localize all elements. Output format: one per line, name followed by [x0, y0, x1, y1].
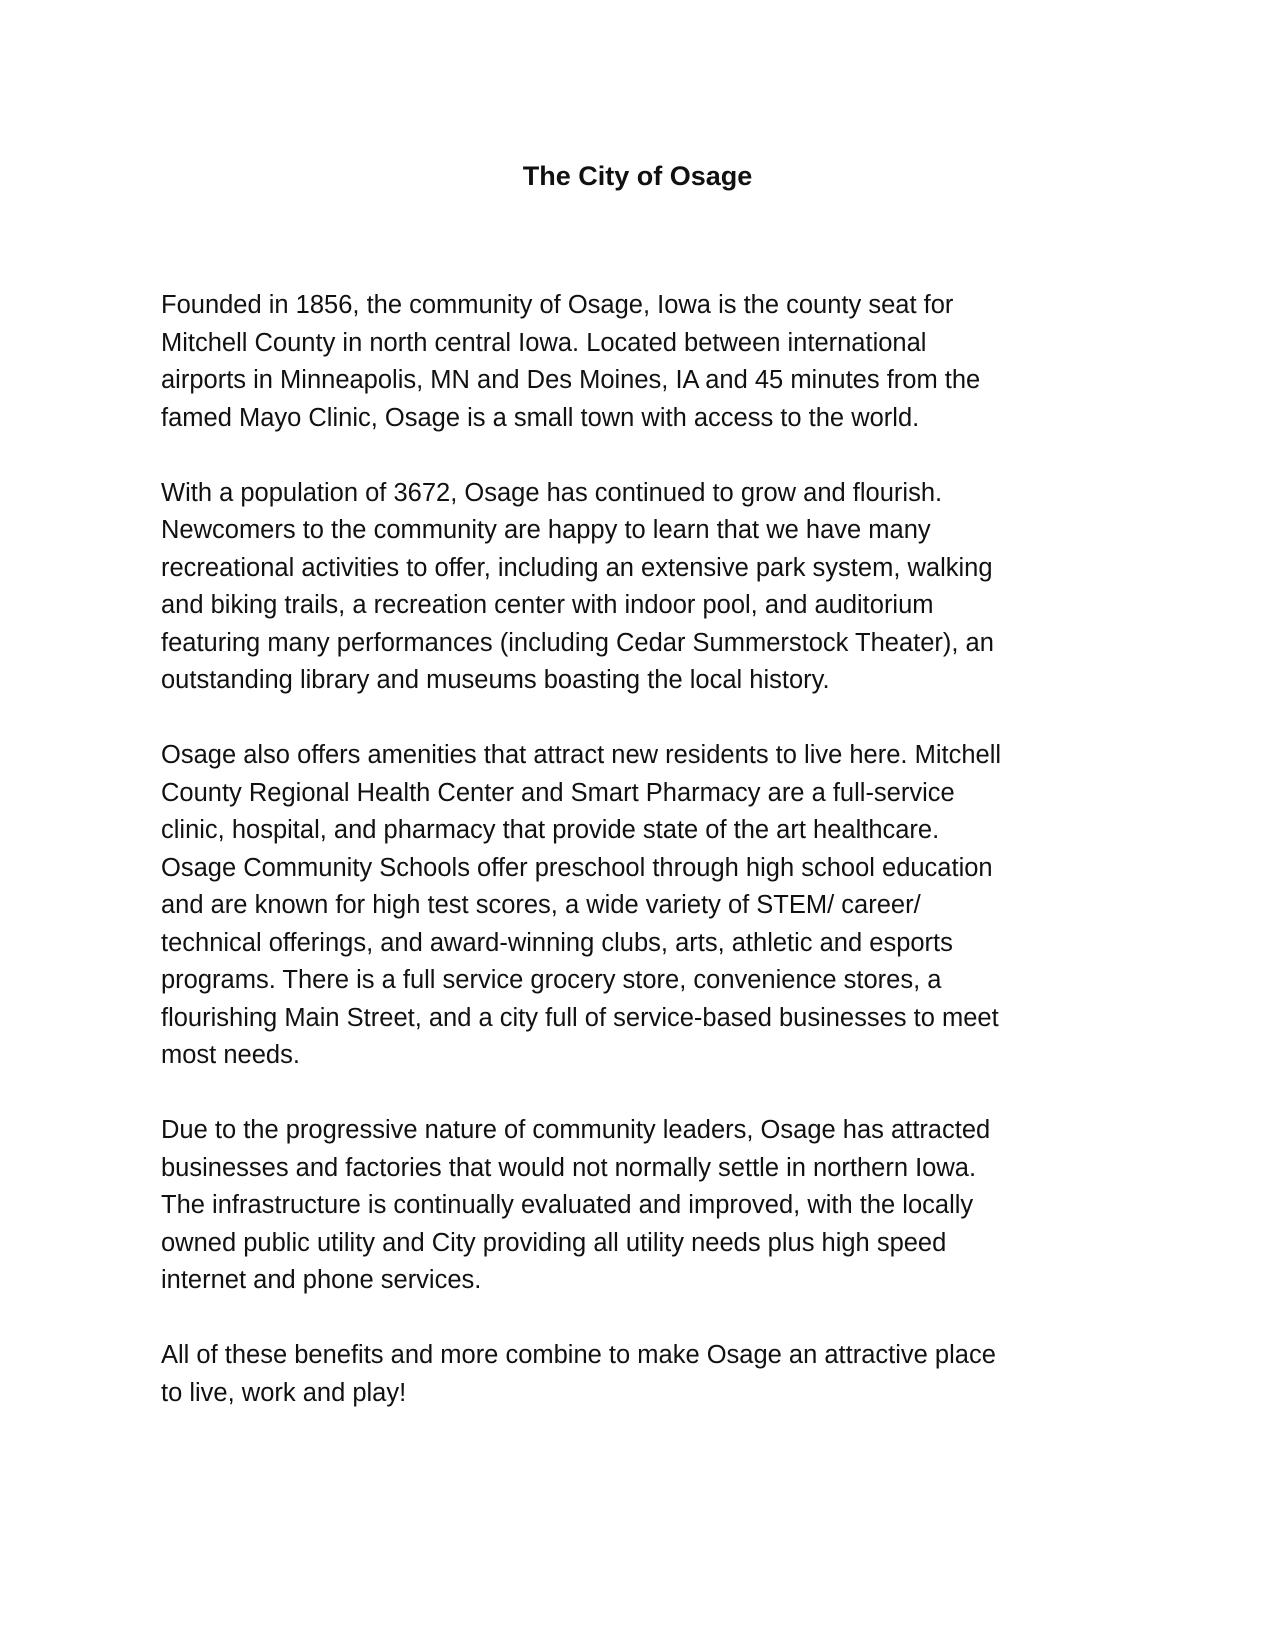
text-line: technical offerings, and award-winning clubs, arts, athletic and esports [161, 928, 953, 957]
text-line: programs. There is a full service grocery store, convenience stores, a [161, 966, 942, 994]
document-title: The City of Osage [522, 161, 753, 191]
paragraph-founding [161, 287, 1121, 437]
text-line: Osage Community Schools offer preschool through high school education [161, 853, 993, 882]
text-line: airports in Minneapolis, MN and Des Moines, IA and 45 minutes from the [161, 366, 981, 394]
text-line: Osage also offers amenities that attract new residents to live here. Mitchell [161, 741, 1002, 769]
text-line: and biking trails, a recreation center with indoor pool, and auditorium [161, 591, 934, 619]
text-line: businesses and factories that would not normally settle in northern Iowa. [161, 1153, 977, 1182]
text-line: recreational activities to offer, including an extensive park system, walking [161, 553, 993, 582]
text-line: owned public utility and City providing all utility needs plus high speed [161, 1228, 947, 1257]
text-line: most needs. [161, 1041, 300, 1069]
text-line: clinic, hospital, and pharmacy that provide state of the art healthcare. [161, 816, 940, 844]
text-line: Newcomers to the community are happy to learn that we have many [161, 516, 931, 544]
text-line: Due to the progressive nature of community leaders, Osage has attracted [161, 1116, 991, 1144]
text-line: Mitchell County in north central Iowa. Located between international [161, 328, 927, 357]
text-line: Founded in 1856, the community of Osage, Iowa is the county seat for [161, 291, 954, 319]
text-line: County Regional Health Center and Smart Pharmacy are a full-service [161, 778, 955, 807]
paragraph-population [161, 475, 1121, 700]
document-body [161, 287, 1121, 1450]
text-line: famed Mayo Clinic, Osage is a small town with access to the world. [161, 403, 920, 432]
text-line: internet and phone services. [161, 1266, 482, 1294]
text-line: With a population of 3672, Osage has continued to grow and flourish. [161, 478, 943, 507]
text-line: flourishing Main Street, and a city full of service-based businesses to meet [161, 1003, 999, 1032]
text-line: to live, work and play! [161, 1378, 407, 1407]
text-line: outstanding library and museums boasting the local history. [161, 666, 830, 694]
paragraph-conclusion [161, 1337, 1121, 1412]
text-line: featuring many performances (including Cedar Summerstock Theater), an [161, 628, 994, 657]
paragraph-amenities [161, 737, 1121, 1075]
text-line: and are known for high test scores, a wide variety of STEM/ career/ [161, 891, 921, 919]
text-line: All of these benefits and more combine to make Osage an attractive place [161, 1341, 996, 1369]
paragraph-infrastructure [161, 1112, 1121, 1300]
text-line: The infrastructure is continually evaluated and improved, with the locally [161, 1191, 974, 1219]
